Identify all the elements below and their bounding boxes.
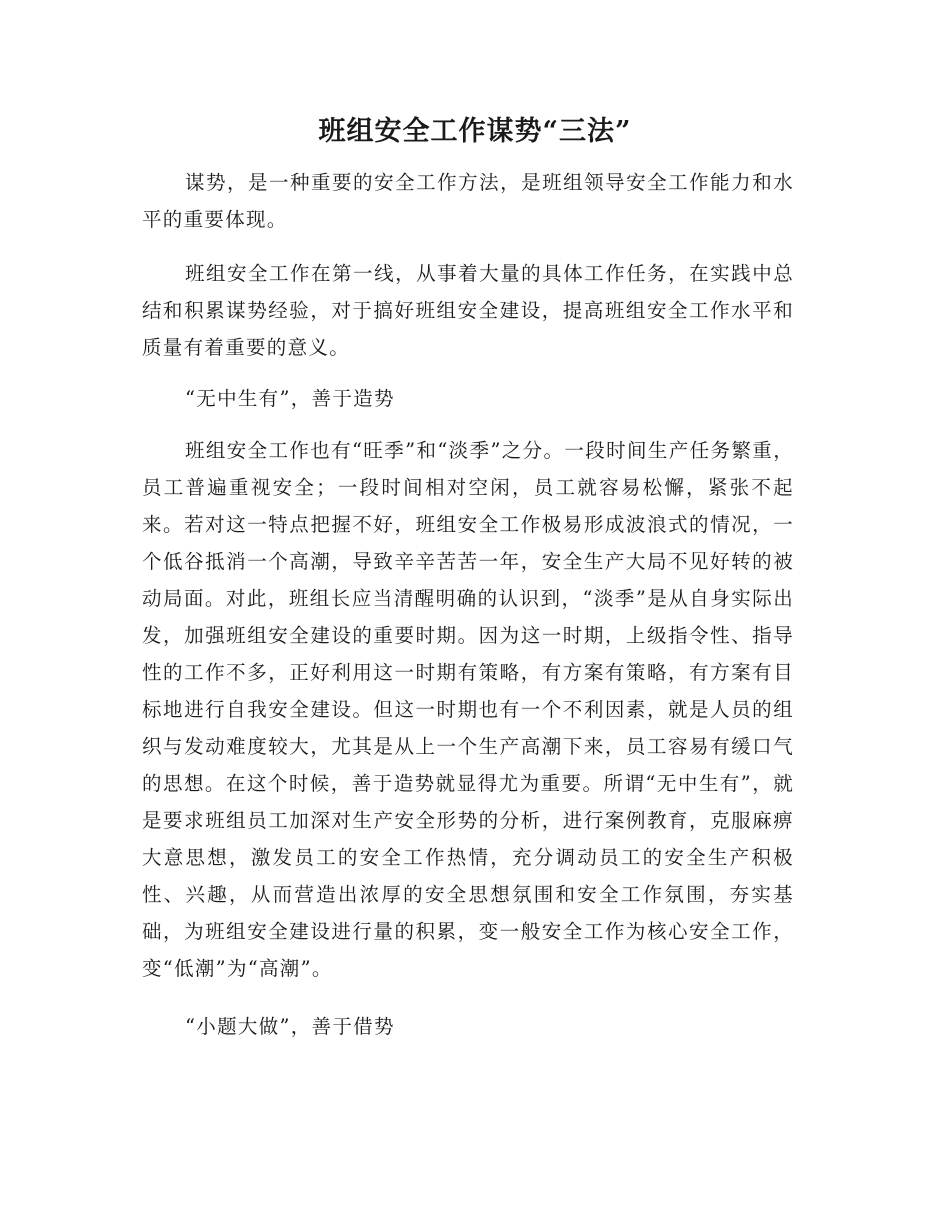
section-1-paragraph: 班组安全工作也有“旺季”和“淡季”之分。一段时间生产任务繁重，员工普遍重视安全；一段时间相对空闲，员工就容易松懈，紧张不起来。若对这一特点把握不好，班组安全工作极易形成波浪式的情况，一个低谷抵消一个高潮，导致辛辛苦苦一年，安全生产大局不见好转的被动局面。对此，班组长应当清醒明确的认识到，“淡季”是从自身实际出发，加强班组安全建设的重要时期。因为这一时期，上级指令性、指导性的工作不多，正好利用这一时期有策略，有方案有策略，有方案有目标地进行自我安全建设。但这一时期也有一个不利因素，就是人员的组织与发动难度较大，尤其是从上一个生产高潮下来，员工容易有缓口气的思想。在这个时候，善于造势就显得尤为重要。所谓“无中生有”，就是要求班组员工加深对生产安全形势的分析，进行案例教育，克服麻痹大意思想，激发员工的安全工作热情，充分调动员工的安全生产积极性、兴趣，从而营造出浓厚的安全思想氛围和安全工作氛围，夯实基础，为班组安全建设进行量的积累，变一般安全工作为核心安全工作，变“低潮”为“高潮”。: [142, 439, 794, 980]
section-heading-2: “小题大做”，善于借势: [185, 1015, 395, 1038]
section-heading-1: “无中生有”，善于造势: [185, 387, 395, 410]
document-title: 班组安全工作谋势“三法”: [318, 116, 632, 147]
context-paragraph: 班组安全工作在第一线，从事着大量的具体工作任务，在实践中总结和积累谋势经验，对于搞好班组安全建设，提高班组安全工作水平和质量有着重要的意义。: [142, 262, 794, 359]
intro-paragraph: 谋势，是一种重要的安全工作方法，是班组领导安全工作能力和水平的重要体现。: [142, 171, 794, 231]
